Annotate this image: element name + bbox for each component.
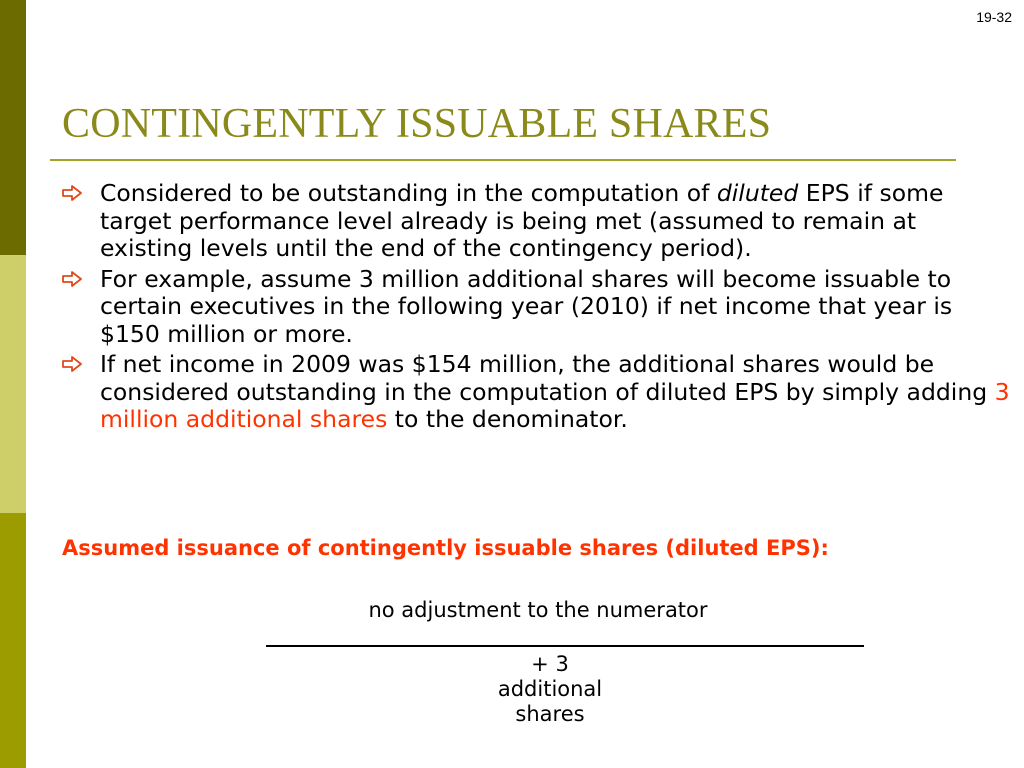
side-color-bar: [0, 0, 26, 768]
title-underline: [50, 159, 956, 161]
denominator-line-3: shares: [515, 702, 585, 726]
slide-title: CONTINGENTLY ISSUABLE SHARES: [62, 101, 772, 147]
arrow-bullet-icon: [62, 266, 100, 294]
bullet-item-2: [62, 266, 1012, 349]
bullet-text-2: For example, assume 3 million additional shares will become issuable to certain executives in the following year (2010) if net income that year is $150 million or more.: [100, 264, 953, 348]
bullet-1-text-end: EPS if some target performance level already is being met (assumed to remain at existing levels until the end of the contingency period).: [100, 179, 944, 262]
bullet-3-highlight: 3 million additional shares: [100, 377, 1010, 433]
denominator-line-1: + 3: [531, 652, 569, 676]
side-bar-top-segment: [0, 0, 26, 255]
denominator-line-2: additional: [497, 677, 603, 701]
bullet-list: [62, 180, 1012, 437]
formula-denominator: [430, 652, 670, 727]
formula-heading: Assumed issuance of contingently issuable shares (diluted EPS):: [62, 536, 829, 560]
slide-number: 19-32: [976, 9, 1012, 25]
arrow-bullet-icon: [62, 180, 100, 208]
bullet-1-text-start: Considered to be outstanding in the computation of: [100, 179, 717, 207]
bullet-item-3: [62, 351, 1012, 434]
bullet-1-italic-word: diluted: [716, 179, 799, 207]
bullet-item-1: [62, 180, 1012, 263]
bullet-3-text-start: If net income in 2009 was $154 million, the additional shares would be considered outstanding in the computation of diluted EPS by simply adding: [100, 350, 995, 406]
formula-numerator: no adjustment to the numerator: [368, 598, 708, 622]
side-bar-middle-segment: [0, 255, 26, 513]
arrow-bullet-icon: [62, 351, 100, 379]
bullet-text-3: [100, 351, 1012, 434]
bullet-3-text-end: to the denominator.: [387, 405, 628, 433]
side-bar-bottom-segment: [0, 513, 26, 768]
fraction-line: [266, 645, 864, 647]
bullet-text-1: [100, 180, 1012, 263]
